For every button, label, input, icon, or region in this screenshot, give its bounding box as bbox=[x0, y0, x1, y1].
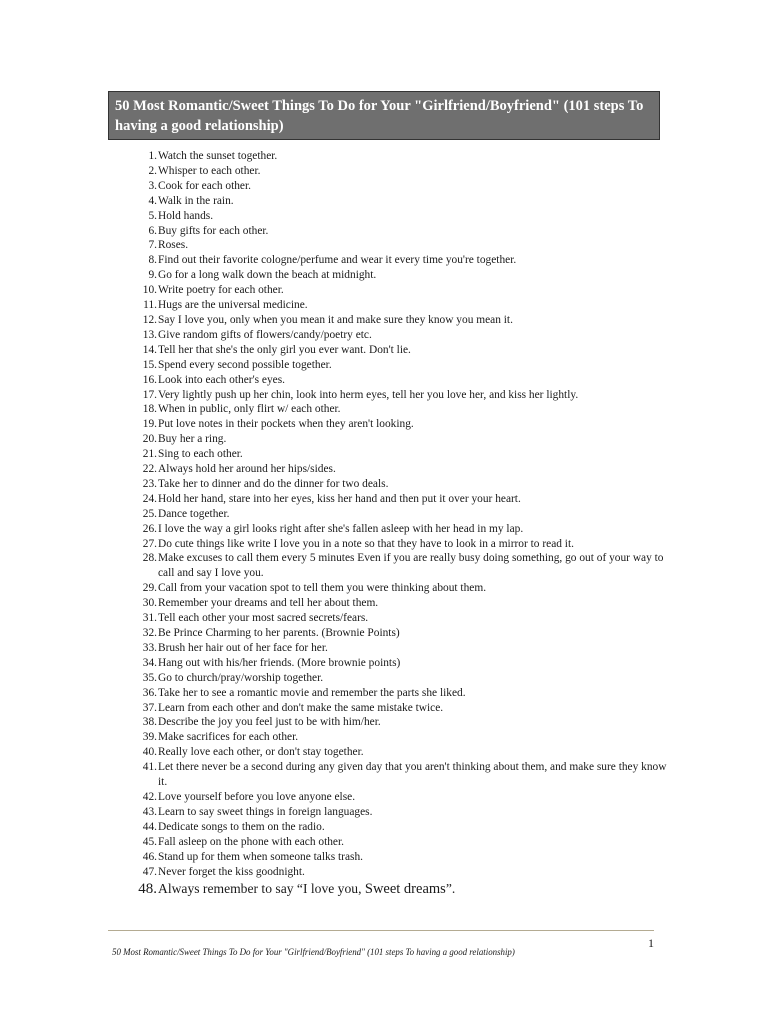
list-item-text: Call from your vacation spot to tell them you were thinking about them. bbox=[158, 582, 487, 595]
list-item bbox=[108, 805, 668, 820]
list-item-text: Find out their favorite cologne/perfume and wear it every time you're together. bbox=[158, 254, 517, 267]
list-item-number: 18. bbox=[142, 403, 157, 416]
list-item-text: Hold her hand, stare into her eyes, kiss her hand and then put it over your heart. bbox=[158, 492, 521, 505]
list-item bbox=[108, 253, 668, 268]
list-item-number: 34. bbox=[142, 656, 157, 669]
list-item-text: Learn to say sweet things in foreign languages. bbox=[158, 805, 373, 818]
list-item-number: 4. bbox=[148, 194, 157, 207]
page-footer: 50 Most Romantic/Sweet Things To Do for Your "Girlfriend/Boyfriend" (101 steps To having a good relationship) bbox=[112, 947, 515, 957]
list-item bbox=[108, 432, 668, 447]
list-item bbox=[108, 447, 668, 462]
list-item bbox=[108, 373, 668, 388]
list-item-text bbox=[158, 880, 668, 898]
list-item-number: 22. bbox=[142, 463, 157, 476]
list-item bbox=[108, 492, 668, 507]
list-item bbox=[108, 179, 668, 194]
list-item bbox=[108, 194, 668, 209]
list-item-number: 31. bbox=[142, 612, 157, 625]
last-item-tail: Sweet dreams bbox=[364, 881, 446, 898]
list-item-text: Make sacrifices for each other. bbox=[158, 731, 299, 744]
list-item-text: Fall asleep on the phone with each other. bbox=[158, 835, 344, 848]
list-item-text: Walk in the rain. bbox=[158, 194, 234, 207]
list-item bbox=[108, 745, 668, 760]
list-item-text: Tell each other your most sacred secrets/fears. bbox=[158, 612, 369, 625]
list-item-text: Put love notes in their pockets when they aren't looking. bbox=[158, 418, 414, 431]
list-item-number: 41. bbox=[142, 761, 157, 774]
list-item bbox=[108, 313, 668, 328]
list-item bbox=[108, 581, 668, 596]
list-item-text: Watch the sunset together. bbox=[158, 150, 278, 162]
list-item bbox=[108, 462, 668, 477]
list-item-text: Always hold her around her hips/sides. bbox=[158, 463, 336, 476]
list-item bbox=[108, 596, 668, 611]
list-item bbox=[108, 760, 668, 790]
list-item-number: 29. bbox=[142, 582, 157, 595]
list-item-text: Very lightly push up her chin, look into herm eyes, tell her you love her, and kiss her lightly. bbox=[158, 388, 579, 401]
list-item-text: Dedicate songs to them on the radio. bbox=[158, 820, 325, 833]
list-item-number: 14. bbox=[142, 343, 157, 356]
list-item bbox=[108, 820, 668, 835]
list-item-number: 27. bbox=[142, 537, 157, 550]
list-item-text: Take her to dinner and do the dinner for two deals. bbox=[158, 477, 389, 490]
list-item bbox=[108, 790, 668, 805]
list-item bbox=[108, 283, 668, 298]
list-item bbox=[108, 641, 668, 656]
list-item-number: 33. bbox=[142, 641, 157, 654]
list-item-text: Hugs are the universal medicine. bbox=[158, 299, 308, 312]
document-title: 50 Most Romantic/Sweet Things To Do for Your "Girlfriend/Boyfriend" (101 steps To having a good relationship) bbox=[108, 91, 660, 140]
list-item-number: 20. bbox=[142, 433, 157, 446]
list-item-text: Really love each other, or don't stay together. bbox=[158, 746, 364, 759]
list-item-number: 37. bbox=[142, 701, 157, 714]
list-item-number: 3. bbox=[148, 179, 157, 192]
list-item bbox=[108, 611, 668, 626]
list-item bbox=[108, 238, 668, 253]
list-item-text: Look into each other's eyes. bbox=[158, 373, 285, 386]
list-item bbox=[108, 626, 668, 641]
list-item bbox=[108, 730, 668, 745]
last-item-end: ”. bbox=[445, 881, 456, 897]
list-item-number: 21. bbox=[142, 448, 157, 461]
list-item bbox=[108, 209, 668, 224]
list-item-number: 44. bbox=[142, 820, 157, 833]
list-item-text: Take her to see a romantic movie and remember the parts she liked. bbox=[158, 686, 466, 699]
list-item-text: I love the way a girl looks right after she's fallen asleep with her head in my lap. bbox=[158, 522, 524, 535]
list-item-number: 8. bbox=[148, 254, 157, 267]
list-item bbox=[108, 835, 668, 850]
list-item-text: Learn from each other and don't make the same mistake twice. bbox=[158, 701, 444, 714]
list-item bbox=[108, 417, 668, 432]
list-item-text: Never forget the kiss goodnight. bbox=[158, 865, 305, 878]
list-item-number: 43. bbox=[142, 805, 157, 818]
list-item-number: 28. bbox=[142, 552, 157, 565]
list-item-number: 9. bbox=[148, 269, 157, 282]
list-item-text: Write poetry for each other. bbox=[158, 284, 284, 297]
list-item-number: 11. bbox=[143, 299, 157, 312]
list-item-number: 23. bbox=[142, 477, 157, 490]
list-item-number: 32. bbox=[142, 627, 157, 639]
list-item bbox=[108, 865, 668, 880]
list-item-number: 17. bbox=[142, 388, 157, 401]
list-item-number: 13. bbox=[142, 328, 157, 341]
list-item-number: 30. bbox=[142, 597, 157, 610]
list-item-number: 26. bbox=[142, 522, 157, 535]
list-item bbox=[108, 477, 668, 492]
list-item-text: Make excuses to call them every 5 minutes Even if you are really busy doing something, go out of your way to call and say I love you. bbox=[158, 552, 664, 580]
list-item-number: 24. bbox=[142, 492, 157, 505]
list-item-text: Brush her hair out of her face for her. bbox=[158, 641, 328, 654]
list-item-text: Go to church/pray/worship together. bbox=[158, 671, 324, 684]
list-item bbox=[108, 701, 668, 716]
list-item-text: Do cute things like write I love you in a note so that they have to look in a mirror to read it. bbox=[158, 537, 574, 550]
list-item bbox=[108, 671, 668, 686]
list-item-text: Stand up for them when someone talks trash. bbox=[158, 850, 363, 863]
list-item-number: 16. bbox=[142, 373, 157, 386]
list-item-number: 45. bbox=[142, 835, 157, 848]
list-item-number: 47. bbox=[142, 865, 157, 878]
list-item-text: Say I love you, only when you mean it and make sure they know you mean it. bbox=[158, 313, 513, 326]
list-item-number: 39. bbox=[142, 731, 157, 744]
last-item-lead: Always remember to say “I love you, bbox=[158, 881, 365, 897]
list-item bbox=[108, 402, 668, 417]
list-item-48 bbox=[108, 880, 668, 898]
list-item-number: 38. bbox=[142, 716, 157, 729]
list-item bbox=[108, 850, 668, 865]
list-item-text: When in public, only flirt w/ each other. bbox=[158, 403, 341, 416]
list-item-text: Hang out with his/her friends. (More brownie points) bbox=[158, 656, 401, 669]
list-item-text: Remember your dreams and tell her about them. bbox=[158, 597, 379, 610]
list-item-number: 35. bbox=[142, 671, 157, 684]
list-item bbox=[108, 686, 668, 701]
list-item-number: 5. bbox=[148, 209, 157, 222]
list-item bbox=[108, 358, 668, 373]
list-item-number: 40. bbox=[142, 746, 157, 759]
list-item-text: Go for a long walk down the beach at midnight. bbox=[158, 269, 377, 282]
list-item-text: Describe the joy you feel just to be with him/her. bbox=[158, 716, 381, 729]
list-item-number: 15. bbox=[142, 358, 157, 371]
list-item-text: Love yourself before you love anyone else. bbox=[158, 790, 356, 803]
list-item bbox=[108, 224, 668, 239]
list-item-number: 10. bbox=[142, 284, 157, 297]
list-item-text: Be Prince Charming to her parents. (Brownie Points) bbox=[158, 627, 400, 639]
list-item-number: 48. bbox=[138, 881, 157, 898]
list-item-number: 6. bbox=[148, 224, 157, 237]
footer-rule bbox=[108, 930, 654, 931]
list-item-text: Buy gifts for each other. bbox=[158, 224, 269, 237]
list-item-text: Cook for each other. bbox=[158, 179, 251, 192]
list-item-number: 2. bbox=[148, 164, 157, 177]
list-item-text: Dance together. bbox=[158, 507, 230, 520]
list-item bbox=[108, 656, 668, 671]
list-item-number: 7. bbox=[148, 239, 157, 252]
list-item-text: Roses. bbox=[158, 239, 189, 252]
list-item-text: Whisper to each other. bbox=[158, 164, 261, 177]
list-item bbox=[108, 149, 668, 164]
list-item-number: 46. bbox=[142, 850, 157, 863]
list-item-text: Tell her that she's the only girl you ever want. Don't lie. bbox=[158, 343, 411, 356]
list-item-text: Sing to each other. bbox=[158, 448, 243, 461]
list-item bbox=[108, 268, 668, 283]
list-item bbox=[108, 715, 668, 730]
list-item-text: Buy her a ring. bbox=[158, 433, 227, 446]
list-item-number: 25. bbox=[142, 507, 157, 520]
romantic-things-list bbox=[108, 149, 668, 898]
list-item-number: 42. bbox=[142, 790, 157, 803]
list-item-number: 12. bbox=[142, 313, 157, 326]
list-item bbox=[108, 537, 668, 552]
list-item-text: Let there never be a second during any given day that you aren't thinking about them, and make sure they know it. bbox=[158, 761, 667, 789]
list-item-text: Give random gifts of flowers/candy/poetry etc. bbox=[158, 328, 372, 341]
list-item-number: 36. bbox=[142, 686, 157, 699]
list-item bbox=[108, 507, 668, 522]
list-item bbox=[108, 164, 668, 179]
list-item bbox=[108, 551, 668, 581]
list-item-number: 19. bbox=[142, 418, 157, 431]
list-item-text: Hold hands. bbox=[158, 209, 214, 222]
list-item bbox=[108, 388, 668, 403]
list-item bbox=[108, 328, 668, 343]
page-number: 1 bbox=[648, 936, 654, 950]
list-item bbox=[108, 343, 668, 358]
list-item-text: Spend every second possible together. bbox=[158, 358, 332, 371]
list-item bbox=[108, 298, 668, 313]
list-item-number: 1. bbox=[148, 150, 157, 162]
list-item bbox=[108, 522, 668, 537]
